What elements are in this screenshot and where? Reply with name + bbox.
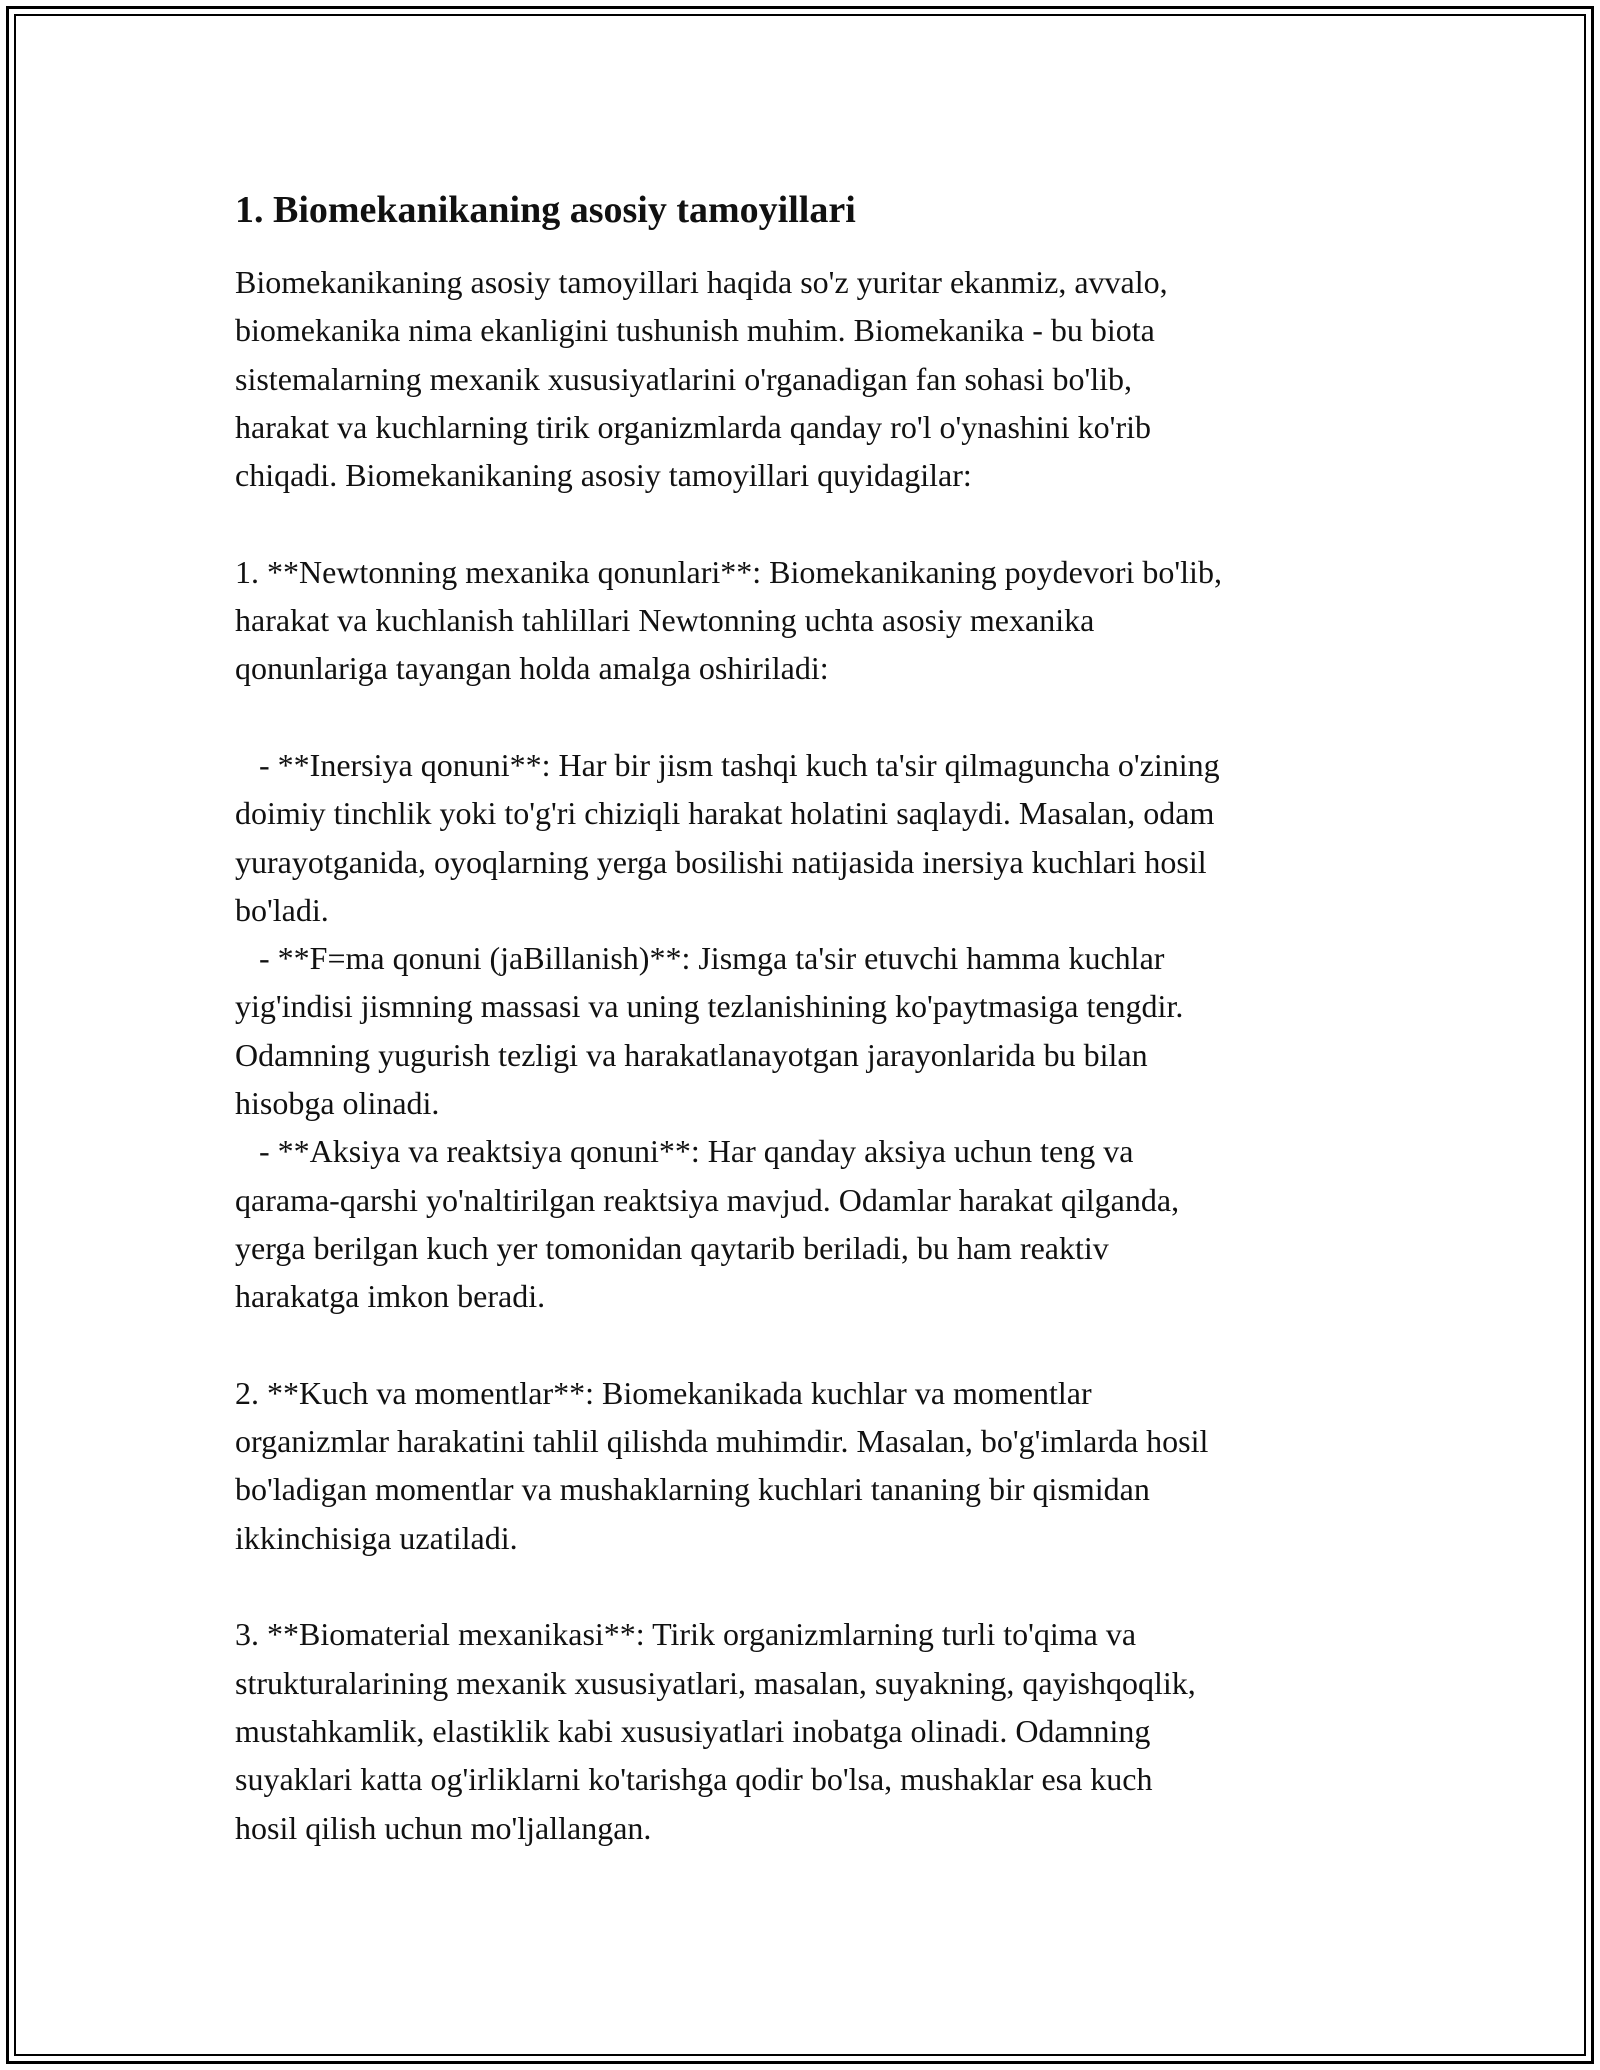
paragraph-gap bbox=[235, 499, 1395, 547]
paragraph-gap bbox=[235, 1321, 1395, 1369]
document-title: 1. Biomekanikaning asosiy tamoyillari bbox=[235, 189, 856, 231]
section-1-paragraph: 1. **Newtonning mexanika qonunlari**: Biomekanikaning poydevori bo'lib, harakat va kuchlanish tahlillari Newtonning uchta asosiy mexanika qonunlariga tayangan holda amalga oshiriladi: bbox=[235, 553, 1222, 687]
paragraph-gap bbox=[235, 693, 1395, 741]
newton-laws-sublist: - **Inersiya qonuni**: Har bir jism tashqi kuch ta'sir qilmaguncha o'zining doimiy tinchlik yoki to'g'ri chiziqli harakat holatini saqlaydi. Masalan, odam yurayotganida, oyoqlarning yerga bosilishi natijasida inersiya kuchlari hosil bo'ladi. - **F=ma qonuni (jaBillanish)**: Jismga ta'sir etuvchi hamma kuchlar yig'indisi jismning massasi va uning tezlanishining ko'paytmasiga tengdir. Odamning yugurish tezligi va harakatlanayotgan jarayonlarida bu bilan hisobga olinadi. - **Aksiya va reaktsiya qonuni**: Har qanday aksiya uchun teng va qarama-qarshi yo'naltirilgan reaktsiya mavjud. Odamlar harakat qilganda, yerga berilgan kuch yer tomonidan qaytarib beriladi, bu ham reaktiv harakatga imkon beradi. bbox=[235, 746, 1220, 1315]
section-2-paragraph: 2. **Kuch va momentlar**: Biomekanikada kuchlar va momentlar organizmlar harakatini tahlil qilishda muhimdir. Masalan, bo'g'imlarda hosil bo'ladigan momentlar va mushaklarning kuchlari tananing bir qismidan ikkinchisiga uzatiladi. bbox=[235, 1374, 1209, 1556]
intro-paragraph: Biomekanikaning asosiy tamoyillari haqida so'z yuritar ekanmiz, avvalo, biomekanika nima ekanligini tushunish muhim. Biomekanika - bu biota sistemalarning mexanik xususiyatlarini o'rganadigan fan sohasi bo'lib, harakat va kuchlarning tirik organizmlarda qanday ro'l o'ynashini ko'rib chiqadi. Biomekanikaning asosiy tamoyillari quyidagilar: bbox=[235, 264, 1168, 494]
document-body bbox=[235, 184, 1395, 1852]
paragraph-gap bbox=[235, 1562, 1395, 1610]
section-3-paragraph: 3. **Biomaterial mexanikasi**: Tirik organizmlarning turli to'qima va strukturalarining mexanik xususiyatlari, masalan, suyakning, qayishqoqlik, mustahkamlik, elastiklik kabi xususiyatlari inobatga olinadi. Odamning suyaklari katta og'irliklarni ko'tarishga qodir bo'lsa, mushaklar esa kuch hosil qilish uchun mo'ljallangan. bbox=[235, 1616, 1196, 1846]
